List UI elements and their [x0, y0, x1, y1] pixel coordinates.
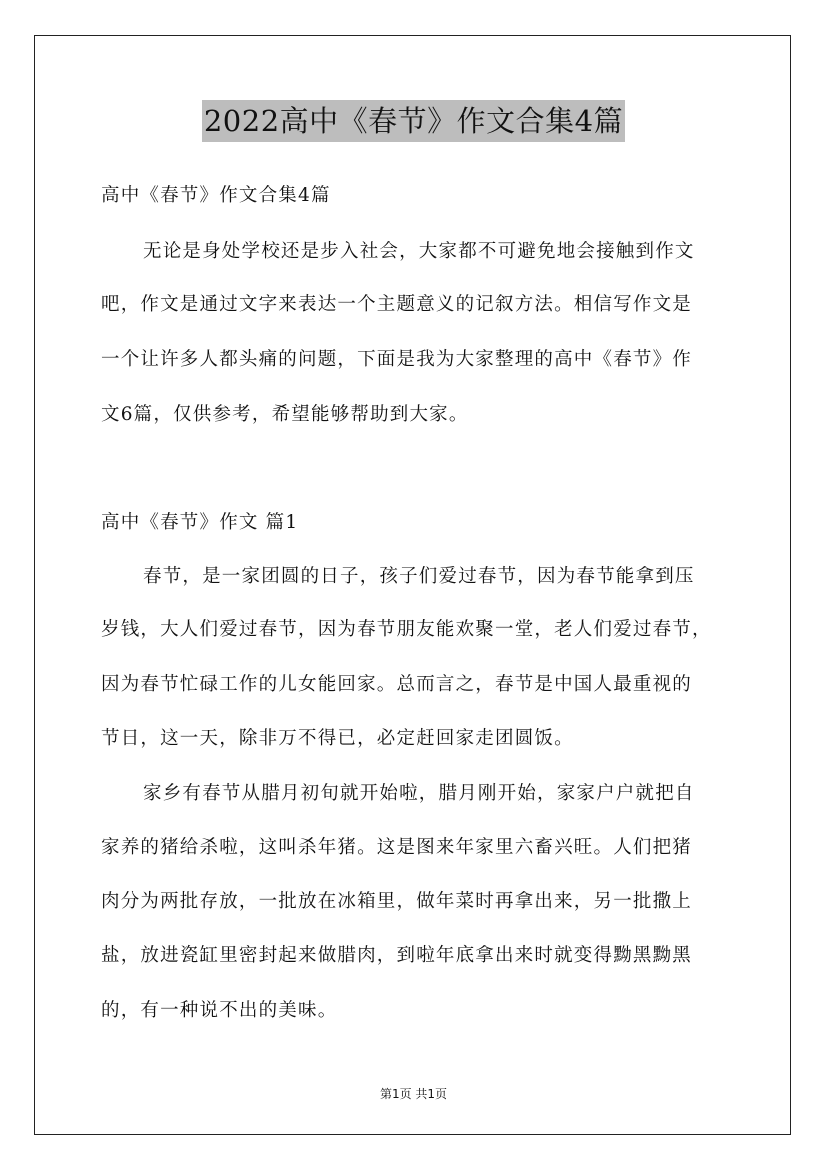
- title-block: [0, 100, 827, 142]
- para2-line-3: 肉分为两批存放，一批放在冰箱里，做年菜时再拿出来，另一批撒上: [101, 891, 693, 912]
- intro-line-1: 无论是身处学校还是步入社会，大家都不可避免地会接触到作文: [143, 241, 695, 262]
- para2-line-2: 家养的猪给杀啦，这叫杀年猪。这是图来年家里六畜兴旺。人们把猪: [101, 837, 693, 858]
- intro-line-4: 文6篇，仅供参考，希望能够帮助到大家。: [101, 404, 469, 425]
- document-subtitle: 高中《春节》作文合集4篇: [101, 185, 331, 206]
- para2-line-5: 的，有一种说不出的美味。: [101, 1000, 338, 1021]
- section1-heading: 高中《春节》作文 篇1: [101, 512, 299, 533]
- para2-line-4: 盐，放进瓷缸里密封起来做腊肉，到啦年底拿出来时就变得黝黑黝黑: [101, 945, 693, 966]
- document-title: 2022高中《春节》作文合集4篇: [202, 100, 625, 142]
- para1-line-4: 节日，这一天，除非万不得已，必定赶回家走团圆饭。: [101, 728, 574, 749]
- para1-line-1: 春节，是一家团圆的日子，孩子们爱过春节，因为春节能拿到压: [143, 566, 695, 587]
- para1-line-2: 岁钱，大人们爱过春节，因为春节朋友能欢聚一堂，老人们爱过春节，: [101, 619, 712, 640]
- intro-line-2: 吧，作文是通过文字来表达一个主题意义的记叙方法。相信写作文是: [101, 294, 693, 315]
- para1-line-3: 因为春节忙碌工作的儿女能回家。总而言之，春节是中国人最重视的: [101, 674, 693, 695]
- page-footer: 第1页 共1页: [379, 1087, 448, 1101]
- intro-line-3: 一个让许多人都头痛的问题，下面是我为大家整理的高中《春节》作: [101, 349, 693, 370]
- para2-line-1: 家乡有春节从腊月初旬就开始啦，腊月刚开始，家家户户就把自: [143, 783, 695, 804]
